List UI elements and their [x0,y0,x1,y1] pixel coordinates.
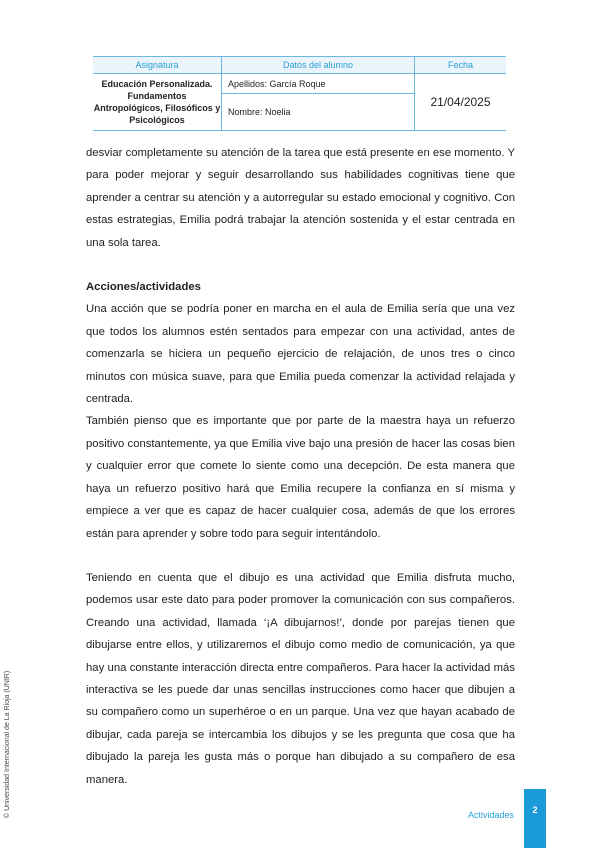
subject-value: Educación Personalizada. Fundamentos Antropológicos, Filosóficos y Psicológicos [93,74,222,131]
section-heading: Acciones/actividades [86,281,201,294]
footer-section-label: Actividades [467,810,514,820]
header-col-subject: Asignatura [93,57,222,74]
paragraph-relaxation: Una acción que se podría poner en marcha en el aula de Emilia sería que una vez que todos los alumnos estén sentados para empezar con una actividad, antes de comenzarla se hiciera un pequeño ejercicio de relajación, de unos tres o cinco minutos con música suave, para que Emilia pueda comenzar la actividad relajada y centrada. [86,303,515,406]
copyright-notice: © Universidad Internacional de La Rioja (UNIR) [4,670,11,818]
paragraph-gap [86,545,515,567]
paragraph-reinforcement: También pienso que es importante que por parte de la maestra haya un refuerzo positivo constantemente, ya que Emilia vive bajo una presión de hacer las cosas bien y cualquier error que comete lo siente como una decepción. De esta manera que haya un refuerzo positivo hará que Emilia recupere la confianza en sí misma y empiece a ver que es capaz de hacer cualquier cosa, además de que los errores están para aprender y sobre todo para seguir intentándolo. [86,415,515,540]
page-number-tab [524,789,546,848]
header-col-date: Fecha [415,57,507,74]
document-body [86,142,515,791]
paragraph-intro: desviar completamente su atención de la tarea que está presente en ese momento. Y para poder mejorar y seguir desarrollando sus habilidades cognitivas tiene que aprender a centrar su atención y a autorregular su estado emocional y cognitivo. Con estas estrategias, Emilia podrá trabajar la atención sostenida y el estar centrada en una sola tarea. [86,147,515,249]
student-name: Nombre: Noelia [222,94,415,131]
header-table [93,56,506,131]
page-number: 2 [532,805,538,815]
paragraph-drawing-activity: Teniendo en cuenta que el dibujo es una actividad que Emilia disfruta mucho, podemos usar este dato para poder promover la comunicación con sus compañeros. Creando una actividad, llamada ‘¡A dibujarnos!’, donde por parejas tienen que dibujarse entre ellos, y utilizaremos el dibujo como medio de comunicación, ya que hay una constante interacción directa entre compañeros. Para hacer la actividad más interactiva se les puede dar unas sencillas instrucciones como hacer que dibujen a su compañero como un superhéroe o en un parque. Una vez que hayan acabado de dibujar, cada pareja se intercambia los dibujos y se les pregunta que cosa que ha dibujado la pareja les gusta más o porque han dibujado a su compañero de esa manera. [86,571,515,786]
date-value: 21/04/2025 [415,74,507,131]
student-surname: Apellidos: García Roque [222,74,415,94]
header-col-student: Datos del alumno [222,57,415,74]
